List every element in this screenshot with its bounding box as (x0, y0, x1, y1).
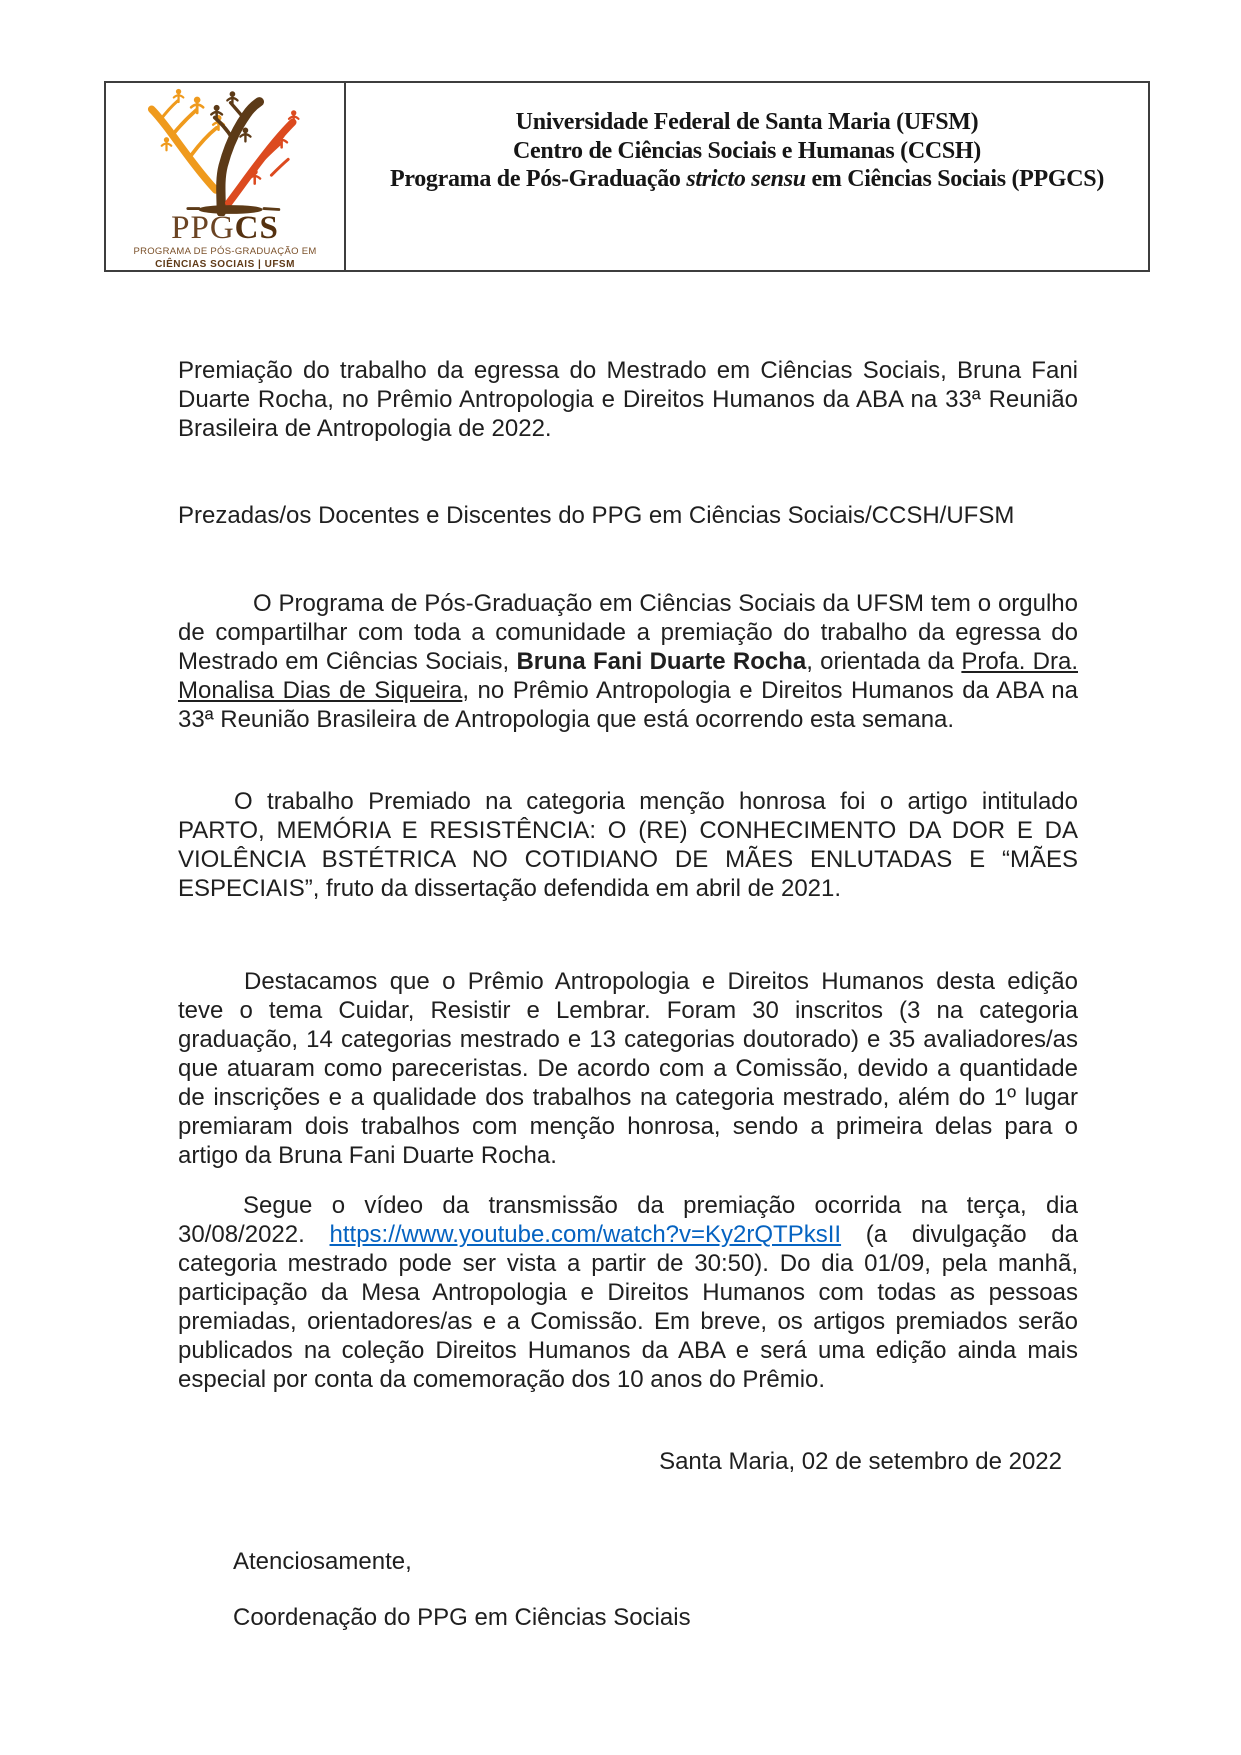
signature-line: Coordenação do PPG em Ciências Sociais (233, 1604, 691, 1631)
center-name: Centro de Ciências Sociais e Humanas (CCSH) (513, 137, 981, 164)
program-name-italic: stricto sensu (686, 166, 806, 192)
logo-subtitle-line2: CIÊNCIAS SOCIAIS | UFSM (155, 259, 295, 270)
award-details-paragraph: Destacamos que o Prêmio Antropologia e Direitos Humanos desta edição teve o tema Cuidar, Resistir e Lembrar. Foram 30 inscritos (3 na categoria graduação, 14 categorias mestrado e 13 categorias doutorado) e 35 avaliadores/as que atuaram como pareceristas. De acordo com a Comissão, devido a quantidade de inscrições e a qualidade dos trabalhos na categoria mestrado, além do 1º lugar premiaram dois trabalhos com menção honrosa, sendo a primeira delas para o artigo da Bruna Fani Duarte Rocha. (178, 968, 1078, 1169)
video-info-post: (a divulgação da categoria mestrado pode ser vista a partir de 30:50). Do dia 01/09, pela manhã, participação da Mesa Antropologia e Direitos Humanos com todas as pessoas premiadas, orientadores/as e a Comissão. Em breve, os artigos premiados serão publicados na coleção Direitos Humanos da ABA e será uma edição ainda mais especial por conta da comemoração dos 10 anos do Prêmio. (178, 1221, 1079, 1393)
ppgcs-logo (106, 83, 346, 270)
university-name: Universidade Federal de Santa Maria (UFSM) (515, 109, 979, 135)
date-line: Santa Maria, 02 de setembro de 2022 (659, 1448, 1062, 1475)
youtube-link[interactable]: https://www.youtube.com/watch?v=Ky2rQTPksII (329, 1221, 842, 1248)
announcement-text-pre: O Programa de Pós-Graduação em Ciências Sociais da UFSM tem o orgulho de compartilhar com toda a comunidade a premiação do trabalho da egressa do Mestrado em Ciências Sociais, (178, 590, 1078, 675)
logo-subtitle-line1: PROGRAMA DE PÓS-GRADUAÇÃO EM (133, 246, 317, 257)
ppgcs-tree-icon (136, 86, 314, 216)
subject-paragraph: Premiação do trabalho da egressa do Mestrado em Ciências Sociais, Bruna Fani Duarte Rocha, no Prêmio Antropologia e Direitos Humanos da ABA na 33ª Reunião Brasileira de Antropologia de 2022. (178, 357, 1078, 442)
ppgcs-wordmark (171, 210, 279, 246)
program-name-post: em Ciências Sociais (PPGCS) (805, 166, 1105, 192)
letterhead-box (104, 81, 1150, 272)
ppgcs-wordmark-bold: CS (234, 210, 279, 246)
program-name-pre: Programa de Pós-Graduação (389, 166, 687, 192)
letterhead-titles (346, 83, 1148, 270)
video-info-pre: Segue o vídeo da transmissão da premiação ocorrida na terça, dia 30/08/2022. (178, 1192, 1078, 1248)
program-name (346, 165, 1148, 194)
salutation-line: Prezadas/os Docentes e Discentes do PPG em Ciências Sociais/CCSH/UFSM (178, 502, 1015, 529)
award-title-paragraph: O trabalho Premiado na categoria menção honrosa foi o artigo intitulado PARTO, MEMÓRIA E RESISTÊNCIA: O (RE) CONHECIMENTO DA DOR E DA VIOLÊNCIA BSTÉTRICA NO COTIDIANO DE MÃES ENLUTADAS E “MÃES ESPECIAIS”, fruto da dissertação defendida em abril de 2021. (178, 788, 1078, 902)
announcement-text-post: , no Prêmio Antropologia e Direitos Humanos da ABA na 33ª Reunião Brasileira de Antropologia que está ocorrendo esta semana. (178, 677, 1079, 733)
ppgcs-wordmark-light: PPG (171, 210, 235, 246)
announcement-paragraph (178, 589, 1078, 734)
awardee-name: Bruna Fani Duarte Rocha (516, 648, 807, 675)
video-info-paragraph (178, 1191, 1078, 1394)
closing-line: Atenciosamente, (233, 1548, 412, 1575)
announcement-text-mid: , orientada da (806, 648, 962, 675)
advisor-name: Profa. Dra. Monalisa Dias de Siqueira (178, 648, 1079, 704)
